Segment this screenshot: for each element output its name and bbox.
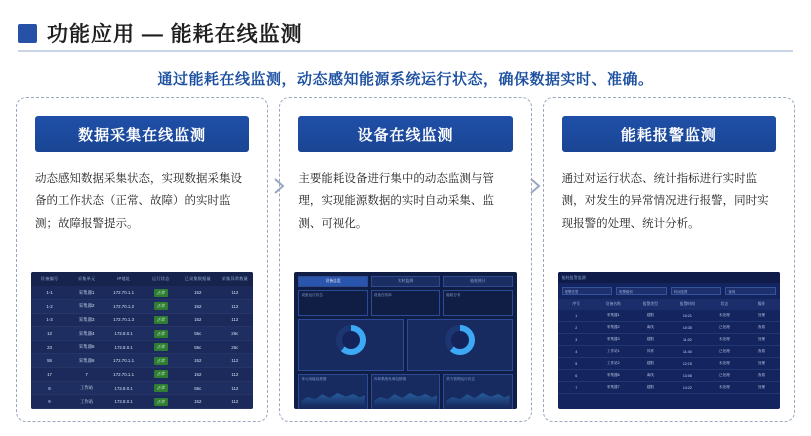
cell-operation: 查看	[757, 349, 766, 353]
table-row	[558, 346, 780, 358]
cell-type: 超限	[646, 313, 654, 317]
card-title: 数据采集在线监测	[35, 116, 249, 152]
cell-unit: 工作站	[80, 385, 94, 391]
card-device-monitoring	[279, 97, 531, 422]
cell-status	[142, 330, 179, 338]
table-row	[558, 382, 780, 394]
cell-operation: 查看	[757, 373, 766, 377]
cell-type: 超限	[646, 361, 654, 365]
figure-data-table	[31, 272, 253, 409]
cell-status: 未处理	[719, 361, 730, 365]
cell-no: 5	[575, 361, 578, 366]
status-badge: 正常	[154, 384, 168, 392]
cell-no: 7	[575, 385, 578, 390]
table-row	[31, 354, 253, 368]
chevron-right-icon	[268, 175, 290, 197]
panel-title: 能耗分布	[446, 292, 461, 297]
cell-device: 工作站1	[606, 349, 620, 353]
trend-wave	[446, 388, 509, 406]
cell-ip: 172.8.0.1	[114, 331, 133, 337]
status-badge: 正常	[154, 343, 168, 351]
card-alarm-monitoring	[543, 97, 795, 422]
card-container	[16, 97, 795, 422]
table-col-header: 采集单元	[77, 276, 96, 282]
cell-unit: 采集器6	[78, 357, 95, 363]
table-col-header: 已采集数据量	[184, 276, 211, 282]
cell-status: 未处理	[719, 337, 730, 341]
filter-field: 报警级别	[616, 287, 667, 295]
figure-alarm-table	[558, 272, 780, 409]
cell-device: 采集器3	[606, 337, 620, 341]
cell-status	[142, 289, 179, 297]
cell-error: 26c	[231, 344, 239, 350]
cell-count: 55c	[194, 331, 202, 337]
table-col-header: IP地址	[117, 276, 131, 282]
cell-time: 10:21	[682, 313, 692, 318]
cell-status	[142, 302, 179, 310]
status-badge: 正常	[154, 357, 168, 365]
cell-type: 超限	[646, 337, 654, 341]
trend-wave	[374, 388, 437, 406]
cell-time: 10:35	[682, 325, 692, 330]
cell-time: 11:02	[683, 337, 692, 342]
cell-id: 23	[47, 344, 52, 350]
table-row	[31, 300, 253, 314]
cell-count: 152	[194, 290, 202, 296]
cell-ip: 172.70.1.2	[113, 303, 135, 309]
header-divider	[18, 50, 793, 52]
cell-ip: 172.70.1.3	[113, 317, 135, 323]
dashboard-panel	[298, 290, 367, 316]
cell-status	[142, 316, 179, 324]
cell-unit: 采集器1	[78, 289, 95, 295]
cell-unit: 采集器2	[78, 303, 95, 309]
table-col-header: 状态	[720, 302, 729, 306]
cell-device: 工作站2	[606, 361, 620, 365]
filter-field: 报警类型	[562, 287, 613, 295]
cell-operation: 处理	[757, 385, 766, 389]
table-row	[558, 322, 780, 334]
cell-status	[142, 357, 179, 365]
table-col-header: 设备编号	[40, 276, 59, 282]
page-title: 功能应用 — 能耗在线监测	[47, 23, 303, 46]
panel-title: 设备运行状态	[301, 292, 323, 297]
chevron-right-icon	[524, 175, 546, 197]
cell-error: 112	[231, 290, 239, 296]
cell-operation: 处理	[757, 337, 766, 341]
cell-id: 17	[47, 371, 52, 377]
cell-id: 1-1	[46, 290, 53, 296]
cell-ip: 172.70.1.1	[113, 371, 135, 377]
cell-type: 离线	[646, 373, 654, 377]
cell-device: 采集器7	[606, 385, 620, 389]
cell-operation: 处理	[757, 313, 766, 317]
table-col-header: 设备名称	[605, 302, 621, 306]
cell-time: 14:22	[682, 385, 692, 390]
status-badge: 正常	[154, 330, 168, 338]
cell-no: 4	[575, 349, 578, 354]
cell-operation: 查看	[757, 325, 766, 329]
cell-status: 未处理	[719, 385, 730, 389]
table-row	[558, 370, 780, 382]
panel-title: 冷却系统负荷趋势图	[373, 376, 407, 381]
cell-device: 采集器1	[606, 313, 620, 317]
cell-ip: 172.8.0.1	[114, 399, 133, 405]
cell-operation: 处理	[757, 361, 766, 365]
cell-error: 112	[231, 358, 239, 364]
cell-id: 1-3	[46, 317, 53, 323]
cell-error: 112	[231, 399, 239, 405]
cell-ip: 172.70.1.1	[113, 290, 135, 296]
dashboard-trend-panel	[298, 374, 367, 409]
cell-error: 112	[231, 385, 239, 391]
card-description: 通过对运行状态、统计指标进行实时监测，对发生的异常情况进行报警，同时实现报警的处理、统计分析。	[561, 173, 769, 230]
cell-time: 13:08	[682, 373, 692, 378]
status-badge: 正常	[154, 316, 168, 324]
cell-error: 112	[231, 371, 239, 377]
filter-field: 时间范围	[671, 287, 722, 295]
cell-status	[142, 398, 179, 406]
cell-no: 1	[575, 313, 578, 318]
donut-chart	[336, 325, 366, 355]
panel-title: 单元用能趋势图	[301, 376, 327, 381]
cell-unit: 采集器3	[78, 316, 95, 322]
cell-count: 152	[194, 371, 202, 377]
cell-id: 55	[47, 358, 52, 364]
panel-title: 热力管网运行状态	[446, 376, 475, 381]
card-description: 主要能耗设备进行集中的动态监测与管理，实现能源数据的实时自动采集、监测、可视化。	[298, 173, 494, 230]
dashboard-panel	[371, 290, 440, 316]
cell-error: 26c	[231, 331, 239, 337]
cell-id: 9	[48, 399, 51, 405]
table-row	[31, 327, 253, 341]
cell-ip: 172.8.0.1	[114, 344, 133, 350]
card-title: 设备在线监测	[298, 116, 512, 152]
cell-no: 6	[575, 373, 578, 378]
page-header	[18, 18, 303, 48]
dashboard-mid-row	[298, 319, 512, 371]
cell-id: 12	[47, 331, 52, 337]
cell-status: 未处理	[719, 313, 730, 317]
dashboard-trend-panel	[443, 374, 512, 409]
trend-wave	[301, 388, 364, 406]
panel-title: 设备在线率	[373, 292, 392, 297]
cell-unit: 采集器5	[78, 344, 95, 350]
figure-dashboard	[294, 272, 516, 409]
dashboard-donut-panel	[298, 319, 404, 371]
cell-time: 11:40	[683, 349, 692, 354]
cell-type: 离线	[646, 325, 654, 329]
card-data-collection	[16, 97, 268, 422]
table-row	[31, 395, 253, 409]
cell-type: 超限	[646, 385, 654, 389]
cell-status	[142, 384, 179, 392]
cell-no: 2	[575, 325, 578, 330]
cell-ip: 172.70.1.1	[113, 358, 135, 364]
table-row	[31, 368, 253, 382]
cell-device: 采集器6	[606, 373, 620, 377]
cell-status	[142, 370, 179, 378]
table-row	[31, 314, 253, 328]
dashboard-bottom-row	[298, 374, 512, 409]
cell-id: 1-2	[46, 303, 53, 309]
status-badge: 正常	[154, 398, 168, 406]
table-header-row	[31, 272, 253, 286]
table-row	[31, 286, 253, 300]
table-row	[31, 382, 253, 396]
filter-search-button: 查询	[725, 287, 776, 295]
cell-count: 55c	[194, 344, 202, 350]
cell-status: 已处理	[719, 325, 730, 329]
cell-status: 已处理	[719, 349, 730, 353]
cell-unit: 工作站	[80, 398, 94, 404]
dashboard-panel	[443, 290, 512, 316]
dashboard-donut-panel	[407, 319, 513, 371]
cell-status	[142, 343, 179, 351]
cell-count: 55c	[194, 385, 202, 391]
table-row	[558, 358, 780, 370]
alarm-table-header	[558, 299, 780, 310]
table-row	[558, 334, 780, 346]
cell-no: 3	[575, 337, 578, 342]
dashboard-tab: 实时监测	[371, 276, 440, 287]
cell-count: 152	[194, 317, 202, 323]
table-col-header: 采集异常数量	[221, 276, 248, 282]
table-col-header: 报警类型	[642, 302, 658, 306]
card-description: 动态感知数据采集状态，实现数据采集设备的工作状态（正常、故障）的实时监测；故障报警提示。	[35, 173, 242, 230]
dashboard-tab: 能耗统计	[443, 276, 512, 287]
status-badge: 正常	[154, 289, 168, 297]
dashboard-trend-panel	[371, 374, 440, 409]
cell-type: 异常	[646, 349, 654, 353]
cell-count: 152	[194, 358, 202, 364]
alarm-filter-bar	[558, 283, 780, 299]
table-col-header: 报警时间	[679, 302, 695, 306]
status-badge: 正常	[154, 370, 168, 378]
table-col-header: 运行状态	[151, 276, 170, 282]
cell-unit: 采集器4	[78, 330, 95, 336]
table-col-header: 操作	[757, 302, 766, 306]
status-badge: 正常	[154, 302, 168, 310]
cell-unit: 7	[85, 371, 88, 377]
cell-count: 152	[194, 399, 202, 405]
table-col-header: 序号	[572, 302, 580, 306]
dashboard-tabs	[298, 276, 512, 287]
page-subtitle: 通过能耗在线监测，动态感知能源系统运行状态，确保数据实时、准确。	[157, 71, 654, 88]
cell-count: 152	[194, 303, 202, 309]
donut-chart	[445, 325, 475, 355]
dashboard-tab: 设备总览	[298, 276, 367, 287]
cell-device: 采集器2	[606, 325, 620, 329]
table-row	[31, 341, 253, 355]
cell-error: 112	[231, 303, 239, 309]
cell-status: 已处理	[719, 373, 730, 377]
table-row	[558, 310, 780, 322]
cell-error: 112	[231, 317, 239, 323]
header-marker-icon	[18, 24, 37, 43]
dashboard-top-row	[298, 290, 512, 316]
card-title: 能耗报警监测	[562, 116, 776, 152]
cell-time: 12:15	[682, 361, 692, 366]
cell-id: 8	[48, 385, 51, 391]
alarm-toolbar: 能耗报警监测	[558, 272, 780, 283]
cell-ip: 172.8.0.1	[114, 385, 133, 391]
